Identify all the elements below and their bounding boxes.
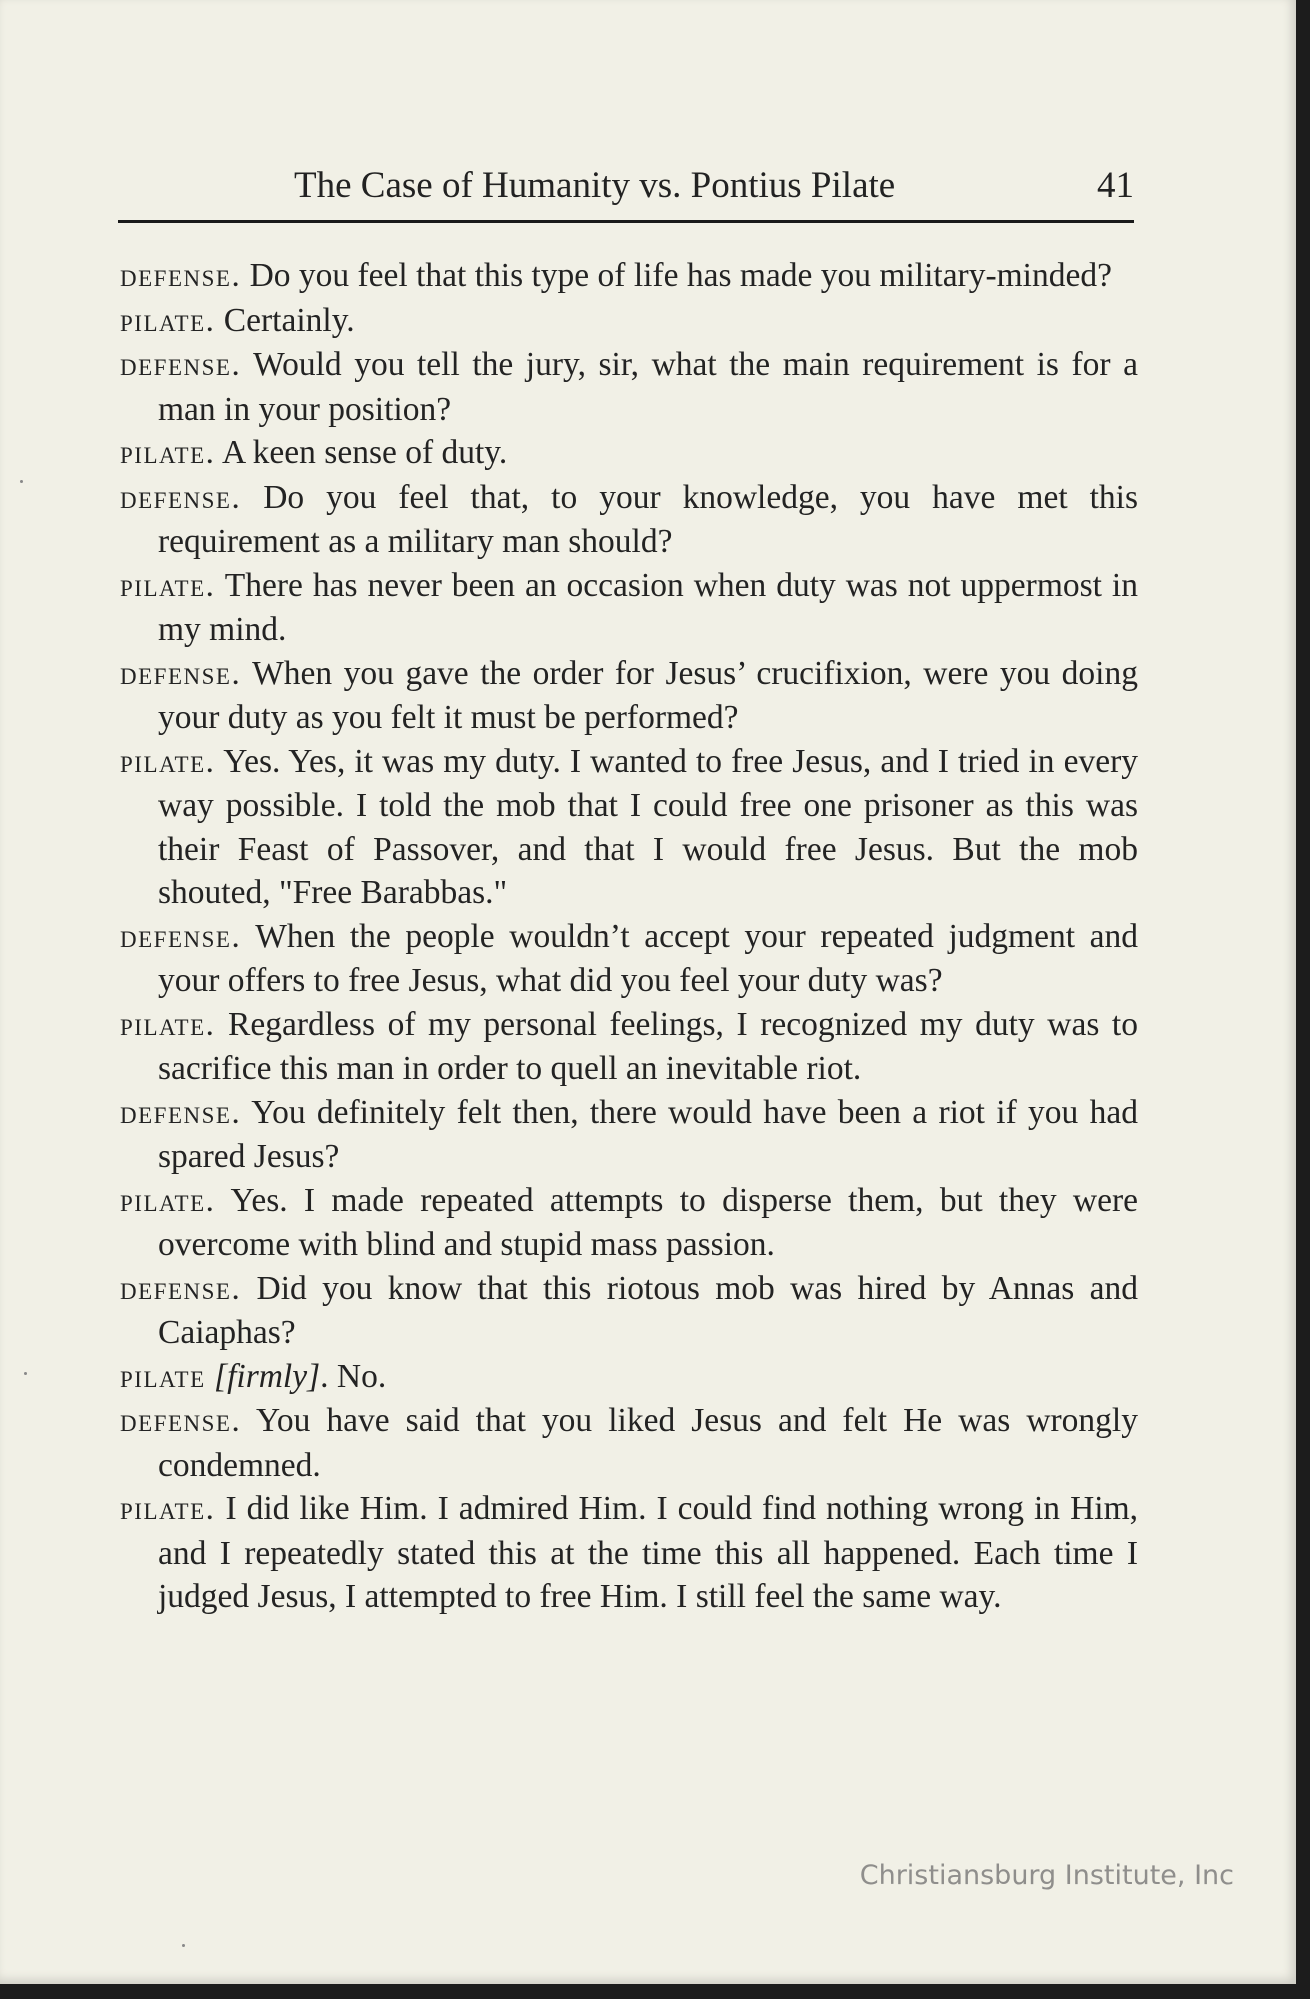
dialogue-line bbox=[120, 1267, 1138, 1355]
running-title: The Case of Humanity vs. Pontius Pilate bbox=[294, 165, 896, 206]
speech-text: Do you feel that this type of life has made you military-minded? bbox=[249, 257, 1112, 294]
speech-text: When the people wouldn’t accept your repeated judgment and your offers to free Jesus, what did you feel your duty was? bbox=[158, 917, 1138, 999]
speech-text: A keen sense of duty. bbox=[221, 434, 508, 471]
speech-text: There has never been an occasion when duty was not uppermost in my mind. bbox=[158, 566, 1138, 648]
speaker-label: pilate. bbox=[120, 1006, 216, 1043]
speech-text: Certainly. bbox=[223, 301, 355, 339]
dialogue-line bbox=[120, 431, 1138, 476]
speaker-label: pilate. bbox=[120, 1491, 216, 1527]
dialogue-line bbox=[120, 343, 1138, 431]
dialogue-line bbox=[120, 915, 1138, 1003]
dialogue-line bbox=[120, 299, 1138, 344]
speech-text: Yes. Yes, it was my duty. I wanted to free Jesus, and I tried in every way possible. I told the mob that I could free one prisoner as this was their Feast of Passover, and that I would free Jesus. But the mob shouted, "Free Barabbas." bbox=[158, 742, 1138, 911]
speech-text: I did like Him. I admired Him. I could find nothing wrong in Him, and I repeatedly stated this at the time this all happened. Each time I judged Jesus, I attempted to free Him. I still feel the same way. bbox=[158, 1490, 1138, 1615]
dialogue-line bbox=[120, 564, 1138, 652]
stage-direction: [firmly] bbox=[214, 1357, 321, 1395]
running-head bbox=[118, 164, 1134, 223]
dialogue-line bbox=[120, 254, 1138, 299]
page-speck bbox=[20, 480, 23, 483]
speaker-label: pilate. bbox=[120, 567, 216, 604]
page-speck bbox=[24, 1372, 27, 1375]
speaker-label: pilate. bbox=[120, 435, 216, 471]
watermark: Christiansburg Institute, Inc bbox=[859, 1860, 1234, 1891]
dialogue-line bbox=[120, 1487, 1138, 1619]
speech-text: When you gave the order for Jesus’ crucifixion, were you doing your duty as you felt it must be performed? bbox=[158, 654, 1138, 736]
speech-text: You definitely felt then, there would have been a riot if you had spared Jesus? bbox=[158, 1093, 1138, 1175]
speaker-label: defense. bbox=[120, 347, 242, 383]
speech-text: . No. bbox=[320, 1357, 387, 1395]
speech-text: You have said that you liked Jesus and felt He was wrongly condemned. bbox=[158, 1402, 1138, 1484]
speaker-label: defense. bbox=[120, 1270, 242, 1307]
speaker-label: defense. bbox=[120, 655, 242, 692]
speech-text: Regardless of my personal feelings, I recognized my duty was to sacrifice this man in order to quell an inevitable riot. bbox=[158, 1005, 1138, 1087]
speaker-label: defense. bbox=[120, 1403, 242, 1439]
speaker-label: defense. bbox=[120, 258, 242, 294]
speaker-label: pilate. bbox=[120, 743, 216, 780]
speech-text: Did you know that this riotous mob was hired by Annas and Caiaphas? bbox=[158, 1269, 1138, 1351]
speech-text: Yes. I made repeated attempts to disperse them, but they were overcome with blind and stupid mass passion. bbox=[158, 1181, 1138, 1263]
page-speck bbox=[182, 1944, 185, 1947]
dialogue-body bbox=[120, 254, 1138, 1619]
dialogue-line bbox=[120, 1091, 1138, 1179]
speaker-label: defense. bbox=[120, 918, 242, 955]
dialogue-line bbox=[120, 1003, 1138, 1091]
dialogue-line bbox=[120, 740, 1138, 915]
speaker-label: defense. bbox=[120, 479, 242, 516]
speaker-label: pilate bbox=[120, 1358, 206, 1395]
speaker-label: pilate. bbox=[120, 302, 216, 339]
dialogue-line bbox=[120, 652, 1138, 740]
dialogue-line bbox=[120, 476, 1138, 564]
speech-text: Would you tell the jury, sir, what the main requirement is for a man in your position? bbox=[158, 346, 1138, 428]
dialogue-line bbox=[120, 1179, 1138, 1267]
speaker-label: defense. bbox=[120, 1094, 242, 1131]
dialogue-line bbox=[120, 1399, 1138, 1487]
dialogue-line bbox=[120, 1355, 1138, 1400]
speaker-label: pilate. bbox=[120, 1182, 216, 1219]
page-number: 41 bbox=[1097, 165, 1134, 206]
speech-text: Do you feel that, to your knowledge, you have met this requirement as a military man should? bbox=[158, 478, 1139, 560]
